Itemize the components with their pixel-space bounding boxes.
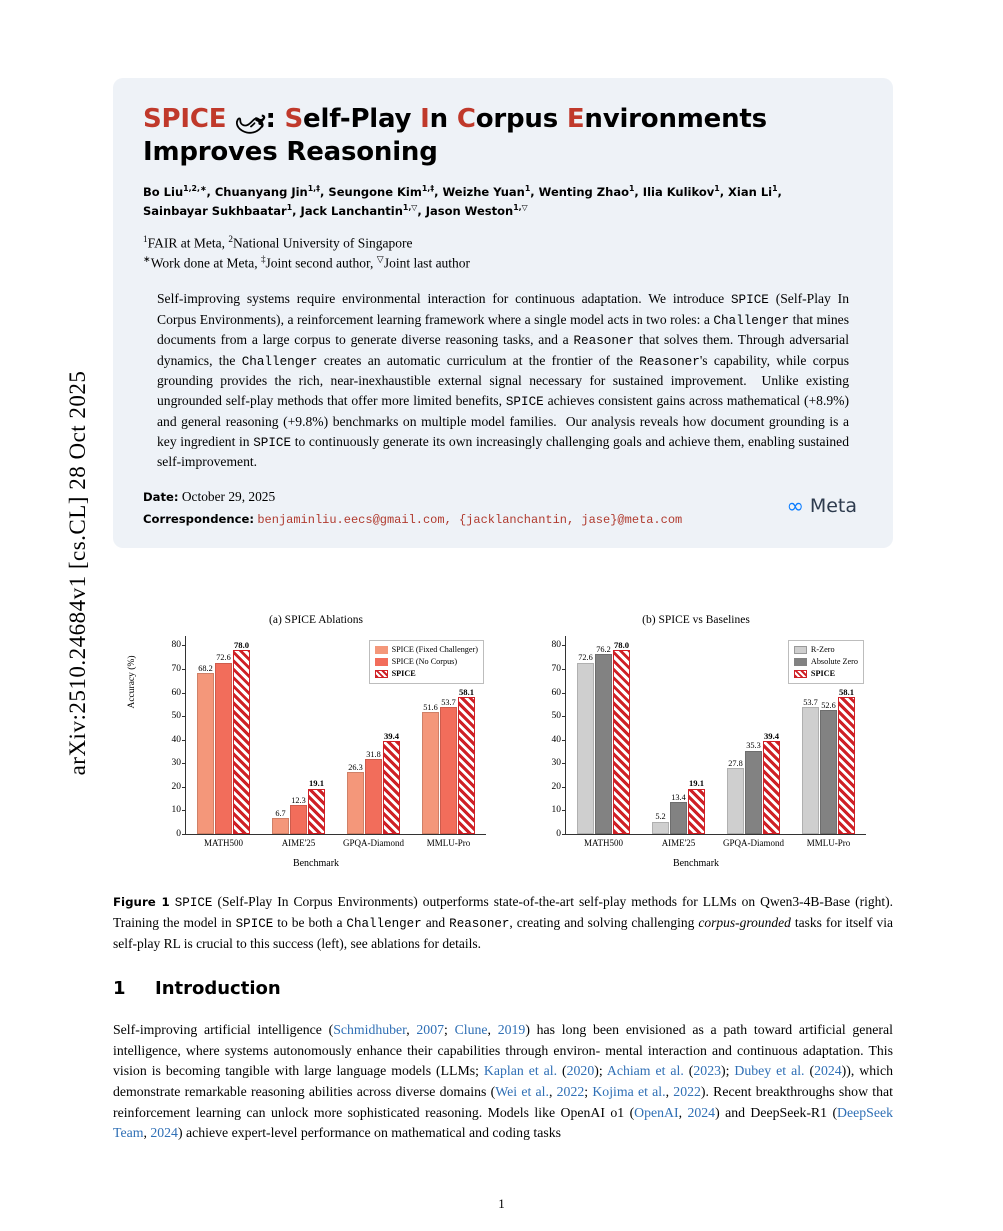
bar [820,700,837,834]
citation-openai[interactable]: OpenAI [634,1104,679,1120]
bar-value-label: 39.4 [763,730,780,741]
abstract: Self-improving systems require environmental interaction for continuous adaptation. We introduce SPICE (Self-Play In Corpus Environments), a reinforcement learning framework where a single model acts in two roles: a Challenger that mines documents from a large corpus to generate diverse reasoning tasks, and a Reasoner that solves them. Through adversarial dynamics, the Challenger creates an automatic curriculum at the frontier of the Reasoner's capability, while corpus grounding provides the rich, near-inexhaustible external signal necessary for sustained improvement. Unlike existing ungrounded self-play methods that offer more limited benefits, SPICE achieves consistent gains across mathematical (+8.9%) and general reasoning (+9.8%) benchmarks on multiple model families. Our analysis reveals how document grounding is a key ingredient in SPICE to continuously generate its own increasingly challenging goals and achieve them, enabling sustained self-improvement. [157,291,850,470]
y-tick-label: 70 [551,664,561,674]
y-tick-mark [562,834,566,835]
legend-item-fixed-challenger [375,644,478,656]
author-line-2: Sainbayar Sukhbaatar$^1$, Jack Lanchantin$^{1,▽}$, Jason Weston$^{1,▽}$ [143,203,528,218]
title-spice: SPICE [143,104,227,134]
x-tick-label: MATH500 [203,838,244,848]
bar-value-label: 12.3 [291,795,306,805]
meta-block [143,486,863,530]
bar [670,792,687,834]
section-heading [113,978,893,999]
bar-value-label: 78.0 [233,639,250,650]
y-tick-label: 0 [556,829,561,839]
legend-label-1: SPICE (Fixed Challenger) [391,645,478,654]
bar-value-label: 35.3 [746,741,761,751]
title-environments: nvironments [584,104,767,134]
correspondence-email-1[interactable]: benjaminliu.eecs@gmail.com [257,512,445,527]
legend-item-absolute-zero [794,656,858,668]
y-tick-label: 10 [551,805,561,816]
subplot-ablations [127,612,501,880]
chili-pepper-icon: 🌶 [230,102,271,142]
y-tick-label: 40 [551,734,561,745]
legend-label-6: SPICE [810,668,836,678]
figure-caption: Figure 1 SPICE (Self-Play In Corpus Environments) outperforms state-of-the-art self-play methods for LLMs on Qwen3-4B-Base (right). Training the model in SPICE to be both a Challenger and Reasoner, creating and solving challenging corpus-grounded tasks for itself via self-play RL is crucial to this success (left), see ablations for details. [113,894,893,951]
citation-wei[interactable]: Wei et al. [495,1084,549,1100]
bar [745,741,762,834]
bar-group [791,686,866,848]
subplot-a-ylabel: Accuracy (%) [127,655,137,709]
bar-group [411,686,486,848]
y-tick-label: 70 [171,664,181,674]
x-tick-label: MMLU-Pro [426,838,471,848]
bar [727,758,744,834]
title-in: n [429,104,457,134]
y-tick-label: 20 [171,781,181,792]
subplot-b-title: (b) SPICE vs Baselines [642,614,750,626]
bar [613,639,630,834]
bar [458,686,475,834]
y-tick-label: 60 [171,687,181,698]
bar [838,686,855,834]
bar-value-label: 39.4 [383,730,400,741]
bar-value-label: 51.6 [423,702,438,712]
x-tick-label: MATH500 [583,838,624,848]
page-title [143,104,863,169]
title-i: I [420,104,430,134]
meta-infinity-icon: ∞ [786,494,804,519]
bar-value-label: 76.2 [596,644,611,654]
legend-baselines [788,640,864,684]
date-value: October 29, 2025 [181,489,276,505]
legend-item-spice [375,668,478,680]
meta-logo-text: Meta [809,495,857,518]
x-tick-label: AIME'25 [661,838,696,848]
citation-kaplan[interactable]: Kaplan et al. [483,1063,558,1079]
date-line [143,486,863,507]
y-tick-label: 80 [171,640,181,651]
figure-caption-label: Figure 1 [113,895,170,909]
subplot-a-xlabel: Benchmark [292,858,340,869]
citation-dubey[interactable]: Dubey et al. [734,1063,805,1079]
author-line-1: Bo Liu$^{1,2,∗}$, Chuanyang Jin$^{1,\ddagger}$, Seungone Kim$^{1,\ddagger}$, Weizhe Yuan$^1$, Wenting Zhao$^1$, Ilia Kulikov$^1$, Xian Li$^1$, [143,184,782,199]
bar [440,697,457,834]
affiliations [143,233,863,273]
bar-value-label: 13.4 [671,792,686,802]
x-tick-label: MMLU-Pro [806,838,851,848]
citation-kojima[interactable]: Kojima et al. [592,1084,666,1100]
bar [652,812,669,834]
date-label: Date: [143,490,179,505]
bar-group [641,778,716,848]
bar-value-label: 72.6 [216,653,231,663]
intro-paragraph: Self-improving artificial intelligence (Schmidhuber, 2007; Clune, 2019) has long been envisioned as a path toward artificial general intelligence, where systems autonomously enhance their capabilities through environ- mental interaction and continuous adaptation. This vision is becoming tangible with large language models (LLMs; Kaplan et al. (2020); Achiam et al. (2023); Dubey et al. (2024)), which demonstrate remarkable reasoning abilities across diverse domains (Wei et al., 2022; Kojima et al., 2022). Recent breakthroughs show that reinforcement learning can unlock more sophisticated reasoning. Models like OpenAI o1 (OpenAI, 2024) and DeepSeek-R1 (DeepSeek Team, 2024) achieve expert-level performance on mathematical and coding tasks [113,1022,893,1141]
title-corpus: orpus [475,104,567,134]
bar-value-label: 5.2 [655,812,666,822]
legend-label-4: R-Zero [810,645,835,654]
y-tick-label: 50 [171,711,181,722]
bar-value-label: 6.7 [275,808,286,818]
bar-value-label: 72.6 [578,653,593,663]
bar-group [566,639,641,848]
bar-group [261,778,336,848]
subplot-b-xlabel: Benchmark [672,858,720,869]
bar-value-label: 58.1 [458,686,475,697]
title-selfplay: elf-Play [303,104,421,134]
y-tick-label: 40 [171,734,181,745]
figure-1 [113,612,893,880]
bar [233,639,250,834]
y-tick-label: 50 [551,711,561,722]
correspondence-email-2[interactable]: {jacklanchantin, jase}@meta.com [458,512,683,527]
bar [272,808,289,834]
x-tick-label: AIME'25 [281,838,316,848]
bar [215,653,232,834]
bar [383,730,400,834]
correspondence-line [143,508,863,530]
y-tick-mark [562,645,566,646]
y-tick-label: 30 [171,758,181,769]
note-2: Joint second author, [265,255,374,271]
y-tick-mark [182,834,186,835]
chart-ablations [171,636,486,848]
legend-item-no-corpus [375,656,478,668]
bar-value-label: 27.8 [728,758,743,768]
bar [290,795,307,834]
section-number: 1 [113,978,126,999]
correspondence-label: Correspondence: [143,511,254,526]
bar [577,653,594,834]
legend-label-2: SPICE (No Corpus) [391,656,458,666]
affiliation-1: FAIR at Meta, [147,235,225,251]
y-tick-label: 0 [176,829,181,839]
citation-clune[interactable]: Clune [454,1022,488,1037]
title-line2: Improves Reasoning [143,137,438,168]
bar-value-label: 19.1 [688,778,705,789]
correspondence-separator: , [444,512,459,527]
bar [197,663,214,834]
legend-item-r-zero [794,644,858,656]
bar-group [336,730,411,848]
legend-label-3: SPICE [391,668,416,678]
bar-value-label: 58.1 [838,686,855,697]
legend-item-spice-b [794,668,858,680]
note-1: Work done at Meta, [150,255,258,271]
subplot-baselines [511,612,881,880]
title-card [113,78,893,548]
arxiv-stamp: arXiv:2510.24684v1 [cs.CL] 28 Oct 2025 [65,370,90,776]
y-tick-mark [182,645,186,646]
legend-label-5: Absolute Zero [810,656,858,666]
bar [422,702,439,834]
bar-value-label: 31.8 [366,749,381,759]
y-tick-label: 20 [551,781,561,792]
paper-page [105,0,895,1231]
title-s: S [284,104,304,134]
affiliation-line-1: $^1$FAIR at Meta, $^2$National University of Singapore [143,233,413,251]
bar-value-label: 68.2 [198,663,213,673]
subplot-a-title: (a) SPICE Ablations [269,614,363,626]
bar-value-label: 19.1 [308,778,325,789]
title-e: E [566,104,585,134]
bar-value-label: 53.7 [441,697,456,707]
bar [347,762,364,834]
bar [365,749,382,834]
bar-value-label: 78.0 [613,639,630,650]
meta-logo [786,494,857,518]
bar-value-label: 53.7 [803,697,818,707]
bar-group [716,730,791,848]
title-c: C [456,104,476,134]
bar-value-label: 26.3 [348,762,363,772]
affiliation-2: National University of Singapore [232,235,413,251]
bar [595,644,612,834]
bar [688,778,705,834]
page-number: 1 [498,1196,505,1211]
y-tick-label: 80 [551,640,561,651]
title-colon: : [265,104,285,134]
author-list [143,183,863,221]
affiliation-line-2: ∗Work done at Meta, ‡Joint second author, ▽Joint last author [143,253,471,271]
citation-achiam[interactable]: Achiam et al. [606,1063,684,1079]
bar [802,697,819,834]
y-tick-label: 30 [551,758,561,769]
x-tick-label: GPQA-Diamond [343,838,404,848]
bar [763,730,780,834]
chart-baselines [551,636,866,848]
bar-group [186,639,261,848]
y-tick-label: 60 [551,687,561,698]
section-title: Introduction [155,978,281,999]
y-tick-label: 10 [171,805,181,816]
legend-ablations [369,640,484,684]
note-3: Joint last author [383,255,471,271]
bar [308,778,325,834]
citation-schmidhuber[interactable]: Schmidhuber [333,1022,407,1037]
citation-deepseek[interactable]: DeepSeek Team [113,1104,893,1141]
x-tick-label: GPQA-Diamond [723,838,784,848]
bar-value-label: 52.6 [821,700,836,710]
